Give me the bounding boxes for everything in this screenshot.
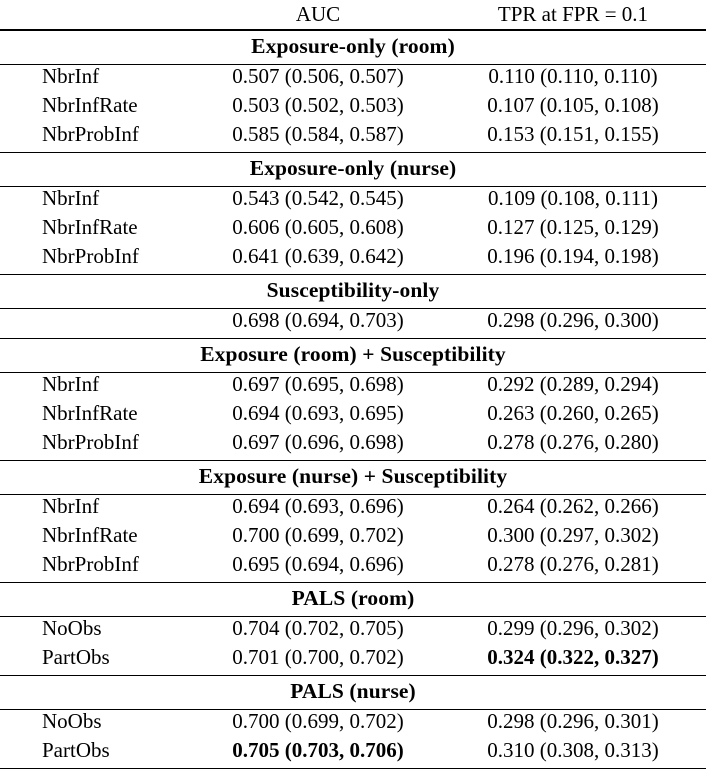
cell-tpr: 0.107 (0.105, 0.108) — [487, 93, 659, 117]
row-label: NbrInfRate — [42, 215, 138, 239]
section-header-row — [0, 339, 706, 373]
cell-auc: 0.700 (0.699, 0.702) — [232, 709, 404, 733]
section-header-row — [0, 676, 706, 710]
row-label: NbrInf — [42, 186, 100, 210]
row-label: NoObs — [42, 709, 102, 733]
cell-tpr: 0.298 (0.296, 0.301) — [487, 709, 659, 733]
cell-tpr: 0.300 (0.297, 0.302) — [487, 523, 659, 547]
cell-auc: 0.697 (0.696, 0.698) — [196, 431, 440, 461]
cell-auc: 0.507 (0.506, 0.507) — [232, 64, 404, 88]
table-row — [0, 216, 706, 245]
cell-tpr: 0.196 (0.194, 0.198) — [440, 245, 706, 275]
table-row — [0, 65, 706, 95]
row-label: NbrInf — [42, 64, 100, 88]
cell-tpr: 0.110 (0.110, 0.110) — [488, 64, 658, 88]
table-row — [0, 402, 706, 431]
cell-tpr: 0.292 (0.289, 0.294) — [487, 372, 659, 396]
table-row — [0, 187, 706, 217]
cell-auc: 0.543 (0.542, 0.545) — [232, 186, 404, 210]
row-label: NoObs — [42, 616, 102, 640]
section-header-row — [0, 461, 706, 495]
section-header-row — [0, 30, 706, 65]
cell-tpr: 0.264 (0.262, 0.266) — [487, 494, 659, 518]
cell-auc: 0.641 (0.639, 0.642) — [196, 245, 440, 275]
table-row — [0, 431, 706, 461]
row-label: NbrProbInf — [0, 431, 196, 461]
row-label: NbrProbInf — [0, 123, 196, 153]
table-row — [0, 373, 706, 403]
column-header-row — [0, 0, 706, 30]
cell-auc: 0.704 (0.702, 0.705) — [232, 616, 404, 640]
column-header-auc: AUC — [196, 0, 440, 30]
row-label — [0, 309, 196, 339]
section-header-title: PALS (room) — [0, 583, 706, 617]
cell-auc: 0.701 (0.700, 0.702) — [196, 646, 440, 676]
table-row — [0, 710, 706, 740]
section-header-title: Exposure (room) + Susceptibility — [0, 339, 706, 373]
table-row — [0, 245, 706, 275]
cell-tpr: 0.299 (0.296, 0.302) — [487, 616, 659, 640]
table-row — [0, 123, 706, 153]
section-header-title: PALS (nurse) — [0, 676, 706, 710]
section-header-row — [0, 153, 706, 187]
cell-auc: 0.585 (0.584, 0.587) — [196, 123, 440, 153]
cell-auc: 0.606 (0.605, 0.608) — [232, 215, 404, 239]
cell-auc: 0.503 (0.502, 0.503) — [232, 93, 404, 117]
table-row — [0, 524, 706, 553]
row-label: NbrInfRate — [42, 401, 138, 425]
cell-tpr: 0.324 (0.322, 0.327) — [440, 646, 706, 676]
table-row — [0, 739, 706, 769]
cell-auc: 0.694 (0.693, 0.695) — [232, 401, 404, 425]
cell-auc: 0.700 (0.699, 0.702) — [232, 523, 404, 547]
table-row — [0, 94, 706, 123]
section-header-row — [0, 275, 706, 309]
table-row — [0, 553, 706, 583]
table-row — [0, 617, 706, 647]
row-label: PartObs — [0, 739, 196, 769]
table-row — [0, 309, 706, 339]
row-label: PartObs — [0, 646, 196, 676]
cell-tpr: 0.109 (0.108, 0.111) — [488, 186, 658, 210]
table-row — [0, 646, 706, 676]
row-label: NbrProbInf — [0, 245, 196, 275]
cell-auc: 0.705 (0.703, 0.706) — [196, 739, 440, 769]
section-header-title: Susceptibility-only — [0, 275, 706, 309]
section-header-row — [0, 583, 706, 617]
cell-tpr: 0.153 (0.151, 0.155) — [440, 123, 706, 153]
cell-tpr: 0.127 (0.125, 0.129) — [487, 215, 659, 239]
row-label: NbrProbInf — [0, 553, 196, 583]
cell-auc: 0.694 (0.693, 0.696) — [232, 494, 404, 518]
row-label: NbrInfRate — [42, 93, 138, 117]
cell-tpr: 0.278 (0.276, 0.280) — [440, 431, 706, 461]
cell-auc: 0.698 (0.694, 0.703) — [196, 309, 440, 339]
cell-tpr: 0.278 (0.276, 0.281) — [440, 553, 706, 583]
cell-tpr: 0.298 (0.296, 0.300) — [440, 309, 706, 339]
section-header-title: Exposure (nurse) + Susceptibility — [0, 461, 706, 495]
table-row — [0, 495, 706, 525]
row-label: NbrInf — [42, 372, 100, 396]
column-header-tpr: TPR at FPR = 0.1 — [440, 0, 706, 30]
section-header-title: Exposure-only (nurse) — [0, 153, 706, 187]
section-header-title: Exposure-only (room) — [0, 30, 706, 65]
row-label: NbrInf — [42, 494, 100, 518]
cell-auc: 0.695 (0.694, 0.696) — [196, 553, 440, 583]
cell-tpr: 0.263 (0.260, 0.265) — [487, 401, 659, 425]
column-header-label — [0, 0, 196, 30]
cell-auc: 0.697 (0.695, 0.698) — [232, 372, 404, 396]
row-label: NbrInfRate — [42, 523, 138, 547]
cell-tpr: 0.310 (0.308, 0.313) — [440, 739, 706, 769]
